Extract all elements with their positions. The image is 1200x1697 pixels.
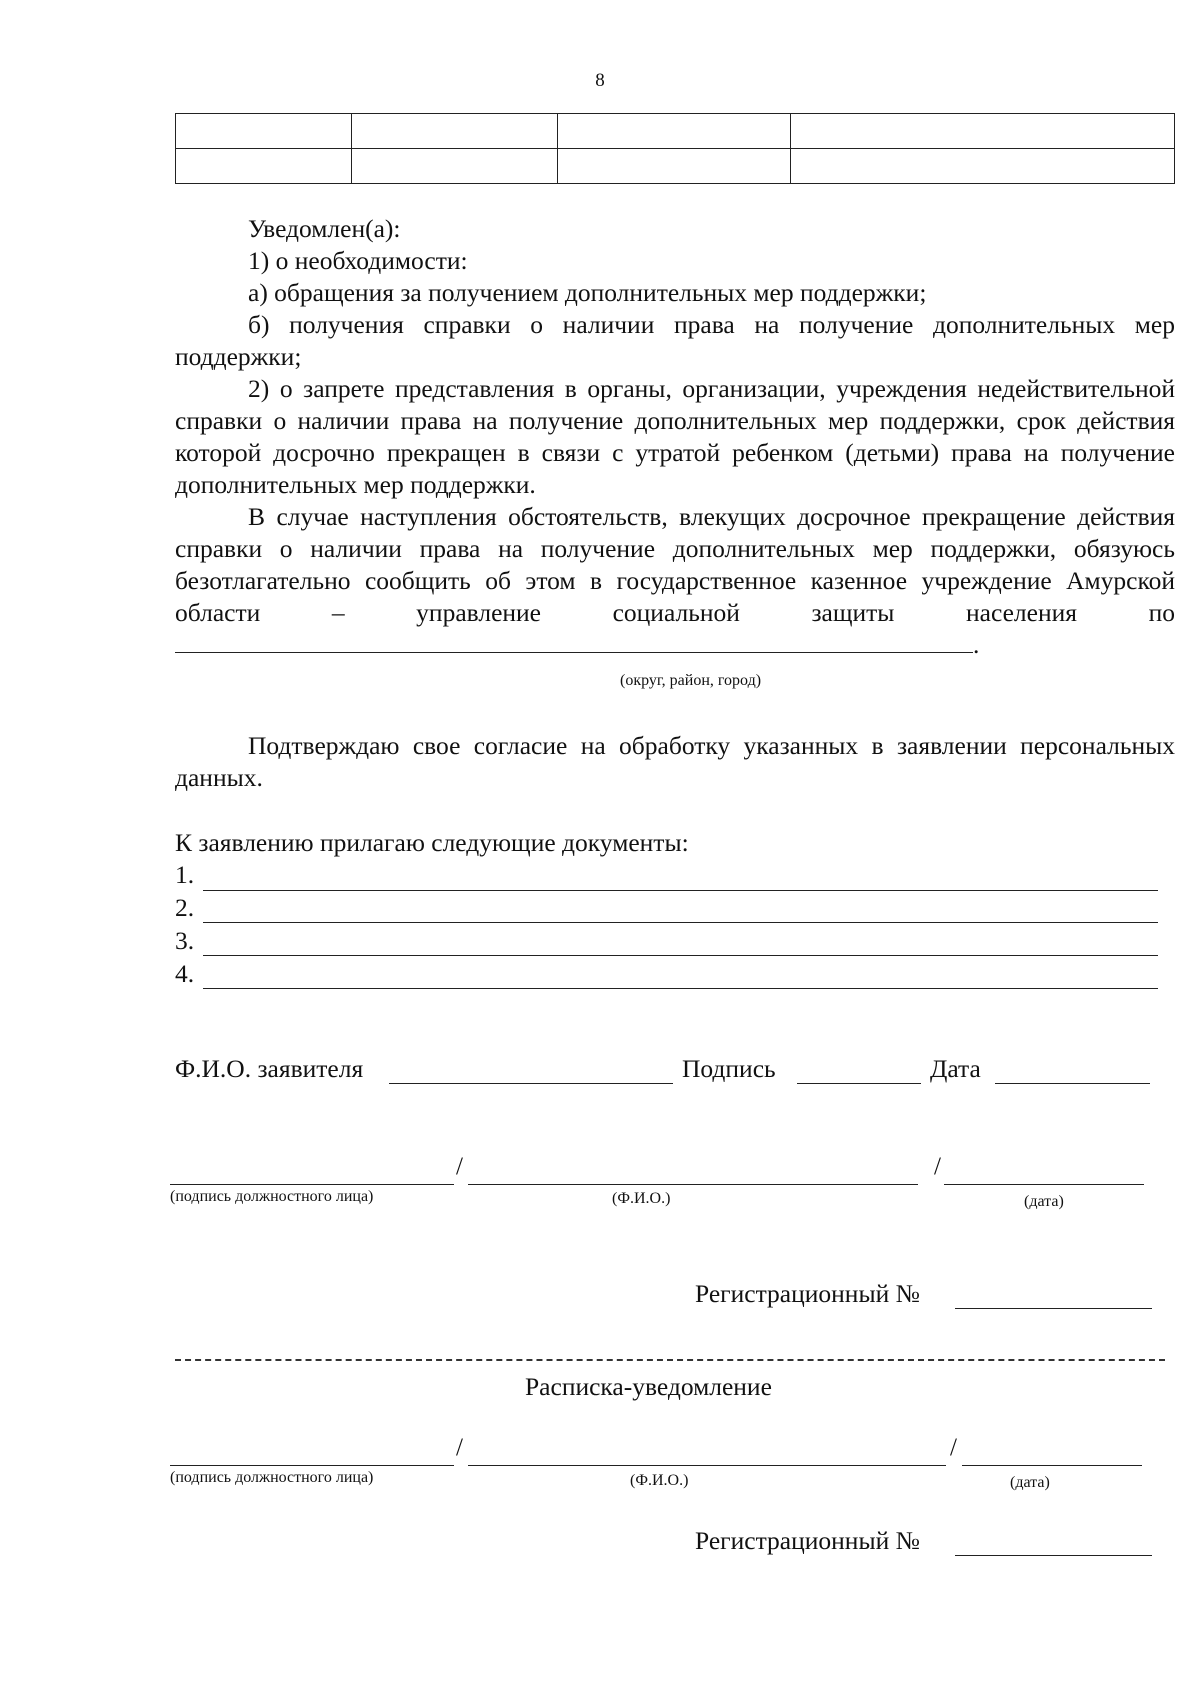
table-cell	[558, 149, 791, 184]
obligation-end: .	[973, 630, 980, 659]
official-signature-field[interactable]	[170, 1184, 454, 1185]
district-field[interactable]	[175, 652, 973, 653]
notice-item-2: 2) о запрете представления в органы, организации, учреждения недействительной справки о наличии права на получение дополнительных мер поддержки, срок действия которой досрочно прекращен в связи с утратой ребенком (детьми) права на получение дополнительных мер поддержки.	[175, 374, 1175, 499]
document-line-1[interactable]	[203, 890, 1158, 891]
registration-number-field[interactable]	[955, 1308, 1152, 1309]
separator-slash: /	[456, 1434, 463, 1461]
applicant-signature-label: Подпись	[682, 1054, 776, 1083]
receipt-title: Расписка-уведомление	[525, 1372, 772, 1401]
header-table	[175, 113, 1175, 184]
official-signature-caption: (подпись должностного лица)	[170, 1188, 374, 1205]
notice-item-1: 1) о необходимости:	[248, 246, 468, 275]
document-line-3[interactable]	[203, 955, 1158, 956]
separator-slash: /	[456, 1153, 463, 1180]
receipt-registration-number-field[interactable]	[955, 1555, 1152, 1556]
applicant-name-field[interactable]	[389, 1083, 673, 1084]
table-cell	[176, 149, 352, 184]
separator-slash: /	[950, 1434, 957, 1461]
applicant-name-label: Ф.И.О. заявителя	[175, 1054, 364, 1083]
documents-heading: К заявлению прилагаю следующие документы:	[175, 828, 689, 857]
applicant-date-field[interactable]	[995, 1083, 1150, 1084]
receipt-date-field[interactable]	[962, 1465, 1142, 1466]
table-cell	[352, 114, 558, 149]
table-cell	[791, 149, 1175, 184]
table-row	[176, 114, 1175, 149]
notice-heading: Уведомлен(а):	[248, 214, 401, 243]
document-line-2[interactable]	[203, 922, 1158, 923]
consent-section	[175, 730, 1175, 794]
separator-slash: /	[934, 1153, 941, 1180]
official-fio-caption: (Ф.И.О.)	[612, 1190, 671, 1207]
official-date-field[interactable]	[944, 1184, 1144, 1185]
table-cell	[176, 114, 352, 149]
receipt-registration-label: Регистрационный №	[695, 1526, 920, 1555]
applicant-date-label: Дата	[930, 1054, 981, 1083]
obligation-body: В случае наступления обстоятельств, влекущих досрочное прекращение действия справки о наличии права на получение дополнительных мер поддержки, обязуюсь безотлагательно сообщить об этом в государственное казенное учреждение Амурской области – управление социальной защиты населения по	[175, 502, 1175, 627]
obligation-text	[175, 501, 1175, 661]
receipt-signature-field[interactable]	[170, 1465, 454, 1466]
notice-item-1a: а) обращения за получением дополнительных мер поддержки;	[248, 278, 927, 307]
receipt-fio-field[interactable]	[468, 1465, 946, 1466]
table-cell	[791, 114, 1175, 149]
applicant-signature-field[interactable]	[797, 1083, 921, 1084]
document-line-4[interactable]	[203, 988, 1158, 989]
receipt-date-caption: (дата)	[1010, 1474, 1050, 1491]
receipt-fio-caption: (Ф.И.О.)	[630, 1472, 689, 1489]
registration-label: Регистрационный №	[695, 1279, 920, 1308]
document-item-number: 1.	[175, 860, 195, 889]
official-date-caption: (дата)	[1024, 1193, 1064, 1210]
cut-line	[175, 1359, 1165, 1361]
table-row	[176, 149, 1175, 184]
official-fio-field[interactable]	[468, 1184, 918, 1185]
receipt-signature-caption: (подпись должностного лица)	[170, 1469, 374, 1486]
notice-section	[175, 213, 1175, 661]
document-item-number: 4.	[175, 959, 195, 988]
table-cell	[558, 114, 791, 149]
consent-text: Подтверждаю свое согласие на обработку указанных в заявлении персональных данных.	[175, 731, 1175, 792]
document-item-number: 3.	[175, 926, 195, 955]
page-number: 8	[595, 70, 605, 91]
district-caption: (округ, район, город)	[620, 672, 762, 689]
notice-item-1b: б) получения справки о наличии права на получение дополнительных мер поддержки;	[175, 310, 1175, 371]
document-item-number: 2.	[175, 893, 195, 922]
table-cell	[352, 149, 558, 184]
